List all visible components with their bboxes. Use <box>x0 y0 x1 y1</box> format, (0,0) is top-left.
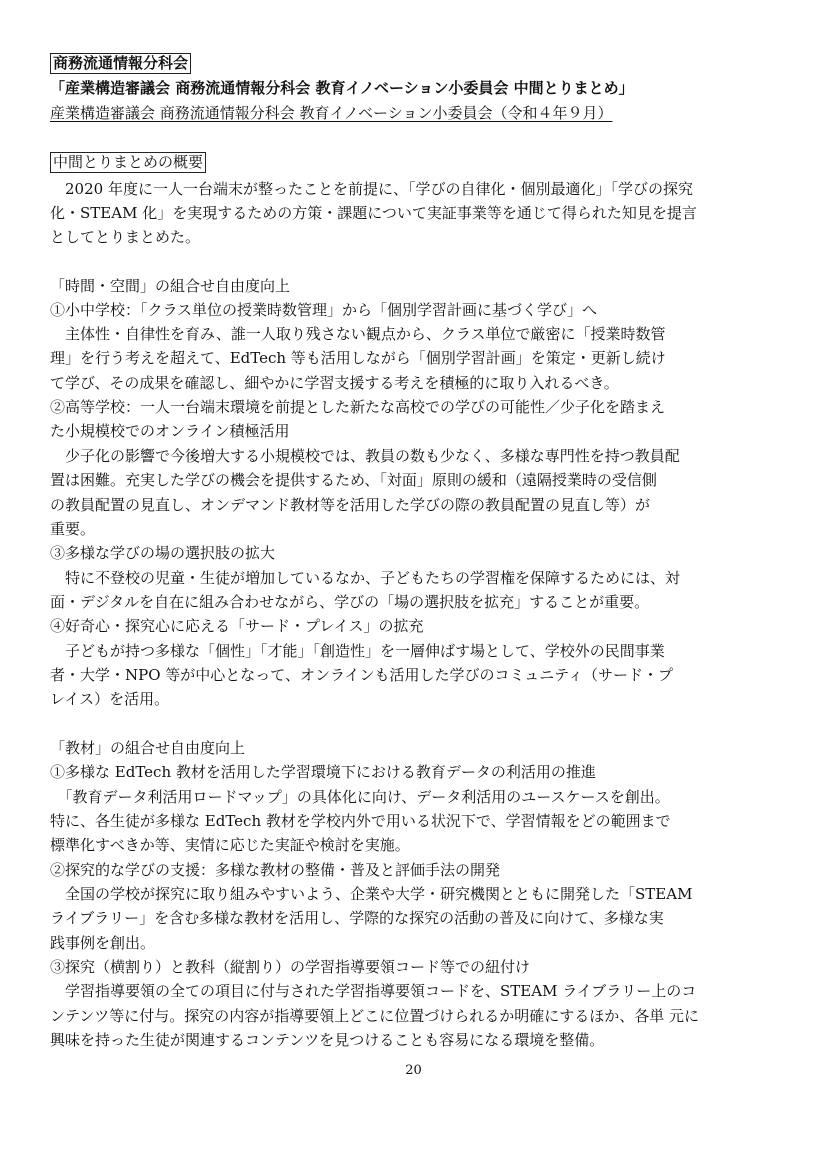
source-line: 産業構造審議会 商務流通情報分科会 教育イノベーション小委員会（令和４年９月） <box>50 104 613 122</box>
item-body-line: の教員配置の見直し、オンデマンド教材等を活用した学びの際の教員配置の見直し等）が <box>50 496 651 514</box>
item-body-line: 少子化の影響で今後増大する小規模校では、教員の数も少なく、多様な専門性を持つ教員配 <box>50 447 680 465</box>
item-body-line: 主体性・自律性を育み、誰一人取り残さない観点から、クラス単位で厳密に「授業時数管 <box>50 325 666 343</box>
item-body-line: レイス）を活用。 <box>50 690 170 708</box>
document-title: 「産業構造審議会 商務流通情報分科会 教育イノベーション小委員会 中間とりまとめ」 <box>50 79 634 97</box>
summary-intro-line: 2020 年度に一人一台端末が整ったことを前提に、「学びの自律化・個別最適化」「学びの探究 <box>50 180 693 198</box>
item-body-line: 子どもが持つ多様な「個性」「才能」「創造性」を一層伸ばす場として、学校外の民間事業 <box>50 642 665 660</box>
item-title: た小規模校でのオンライン積極活用 <box>50 422 290 440</box>
item-body-line: 重要。 <box>50 520 96 538</box>
item-body-line: 者・大学・NPO 等が中心となって、オンラインも活用した学びのコミュニティ（サード・プ <box>50 666 674 684</box>
item-body-line: て学び、その成果を確認し、細やかに学習支援する考えを積極的に取り入れるべき。 <box>50 374 619 392</box>
subcommittee-label: 商務流通情報分科会 <box>50 53 191 74</box>
item-body-line: ンテンツ等に付与。探究の内容が指導要領上どこに位置づけられるか明確にするほか、各単 元に <box>50 1007 700 1025</box>
section-heading-materials: 「教材」の組合せ自由度向上 <box>50 739 246 757</box>
item-body-line: 学習指導要領の全ての項目に付与された学習指導要領コードを、STEAM ライブラリー上のコ <box>50 982 697 1000</box>
item-title: ④好奇心・探究心に応える「サード・プレイス」の拡充 <box>50 617 424 635</box>
item-body-line: 特に、各生徒が多様な EdTech 教材を学校内外で用いる状況下で、学習情報をどの範囲まで <box>50 812 671 830</box>
summary-label: 中間とりまとめの概要 <box>50 152 206 173</box>
item-body-line: 践事例を創出。 <box>50 934 156 952</box>
item-title: ②探究的な学びの支援：多様な教材の整備・普及と評価手法の開発 <box>50 861 501 879</box>
item-title: ③多様な学びの場の選択肢の拡大 <box>50 544 276 562</box>
summary-intro-line: としてとりまとめた。 <box>50 228 201 246</box>
item-body-line: 「教育データ利活用ロードマップ」の具体化に向け、データ利活用のユースケースを創出。 <box>50 788 670 806</box>
item-title: ①多様な EdTech 教材を活用した学習環境下における教育データの利活用の推進 <box>50 763 596 781</box>
section-heading-time-space: 「時間・空間」の組合せ自由度向上 <box>50 277 291 295</box>
item-body-line: 標準化すべきか等、実情に応じた実証や検討を実施。 <box>50 836 410 854</box>
item-body-line: 全国の学校が探究に取り組みやすいよう、企業や大学・研究機関とともに開発した「STEAM <box>50 885 693 903</box>
item-title: ②高等学校：一人一台端末環境を前提とした新たな高校での学びの可能性／少子化を踏まえ <box>50 398 666 416</box>
item-body-line: 理」を行う考えを超えて、EdTech 等も活用しながら「個別学習計画」を策定・更新し続け <box>50 349 666 367</box>
item-body-line: 置は困難。充実した学びの機会を提供するため、「対面」原則の緩和（遠隔授業時の受信側 <box>50 471 657 489</box>
item-title: ①小中学校：「クラス単位の授業時数管理」から「個別学習計画に基づく学び」へ <box>50 301 598 319</box>
item-title: ③探究（横割り）と教科（縦割り）の学習指導要領コード等での紐付け <box>50 958 531 976</box>
item-body-line: 興味を持った生徒が関連するコンテンツを見つけることも容易になる環境を整備。 <box>50 1031 605 1049</box>
item-body-line: ライブラリー」を含む多様な教材を活用し、学際的な探究の活動の普及に向けて、多様な実 <box>50 909 664 927</box>
item-body-line: 面・デジタルを自在に組み合わせながら、学びの「場の選択肢を拡充」することが重要。 <box>50 593 650 611</box>
summary-intro-line: 化・STEAM 化」を実現するための方策・課題について実証事業等を通じて得られた知見を提言 <box>50 204 697 222</box>
item-body-line: 特に不登校の児童・生徒が増加しているなか、子どもたちの学習権を保障するためには、対 <box>50 569 681 587</box>
page-number: 20 <box>405 1063 422 1078</box>
